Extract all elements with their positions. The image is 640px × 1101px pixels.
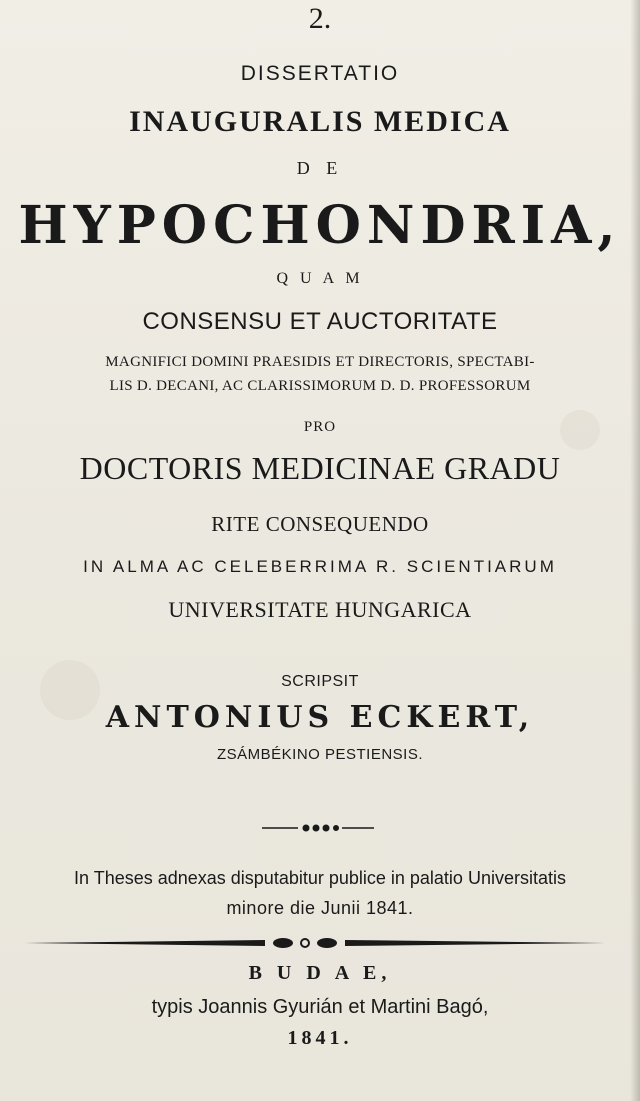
in-alma-line: IN ALMA AC CELEBERRIMA R. SCIENTIARUM xyxy=(83,557,557,576)
title-subject: HYPOCHONDRIA, xyxy=(18,195,622,256)
magnifici-line-1: MAGNIFICI DOMINI PRAESIDIS ET DIRECTORIS, SPECTABI- xyxy=(105,354,535,370)
scripsit-line: SCRIPSIT xyxy=(281,673,359,690)
doctoris-gradu-line: DOCTORIS MEDICINAE GRADU xyxy=(79,450,561,486)
universitate-line: UNIVERSITATE HUNGARICA xyxy=(168,597,472,622)
consensu-line: CONSENSU ET AUCTORITATE xyxy=(142,308,498,335)
author-origin: ZSÁMBÉKINO PESTIENSIS. xyxy=(216,746,424,763)
title-inauguralis-medica: INAUGURALIS MEDICA xyxy=(129,105,511,138)
ornament-divider-long xyxy=(25,936,605,950)
publication-year: 1841. xyxy=(287,1027,353,1049)
magnifici-line-2: LIS D. DECANI, AC CLARISSIMORUM D. D. PROFESSORUM xyxy=(109,378,531,394)
theses-line-2: minore die Junii 1841. xyxy=(226,898,414,918)
signature-mark: 2. xyxy=(308,2,332,35)
author-name: ANTONIUS ECKERT, xyxy=(105,700,535,735)
quam-line: Q U A M xyxy=(276,270,364,287)
pro-line: PRO xyxy=(303,419,337,435)
printer-line: typis Joannis Gyurián et Martini Bagó, xyxy=(151,996,489,1018)
ornament-divider-small xyxy=(258,822,378,834)
title-dissertatio: DISSERTATIO xyxy=(240,62,400,85)
theses-line-1: In Theses adnexas disputabitur publice in palatio Universitatis xyxy=(74,868,566,888)
title-de: D E xyxy=(296,158,344,178)
place-of-printing: B U D A E, xyxy=(248,962,392,984)
rite-consequendo-line: RITE CONSEQUENDO xyxy=(211,512,429,536)
